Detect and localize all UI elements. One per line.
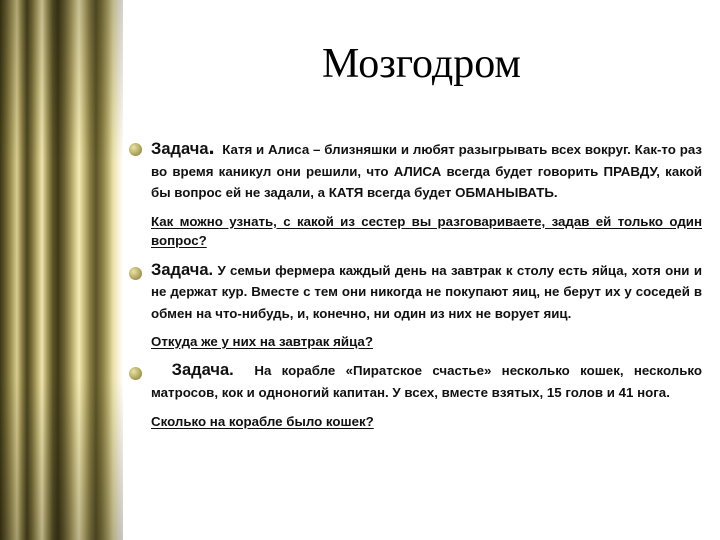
task-question: Как можно узнать, с какой из сестер вы разговариваете, задав ей только один вопрос? <box>151 213 702 248</box>
task-question: Сколько на корабле было кошек? <box>151 414 374 429</box>
task-body: У семьи фермера каждый день на завтрак к столу есть яйца, хотя они и не держат кур. Вместе с тем они никогда не покупают яиц, не берут их у соседей в обмен на что-нибудь, и, конечно, ни один из них не ворует яиц. <box>151 262 702 321</box>
decorative-band-shade <box>0 0 123 540</box>
task-text <box>151 136 702 204</box>
task-list <box>129 136 702 431</box>
bullet-icon <box>129 367 142 380</box>
slide-title: Мозгодром <box>321 41 521 87</box>
task-label-dot: . <box>208 134 215 159</box>
task-label: Задача. <box>151 260 214 279</box>
task-label: Задача. <box>171 361 234 379</box>
task-text <box>151 360 702 403</box>
task-body: Катя и Алиса – близняшки и любят разыгрывать всех вокруг. Как-то раз во время каникул они решили, что АЛИСА всегда будет говорить ПРАВДУ, какой бы вопрос ей не задали, а КАТЯ всегда будет ОБМАНЫВАТЬ. <box>151 142 702 200</box>
task-body: На корабле «Пиратское счастье» несколько кошек, несколько матросов, кок и одноногий капитан. У всех, вместе взятых, 15 голов и 41 нога. <box>151 363 702 400</box>
task-label: Задача <box>151 140 209 158</box>
bullet-icon <box>129 143 142 156</box>
task-item <box>129 260 702 352</box>
bullet-icon <box>129 267 142 280</box>
task-text <box>151 260 702 325</box>
task-question: Откуда же у них на завтрак яйца? <box>151 334 373 349</box>
task-item <box>129 136 702 250</box>
task-item <box>129 360 702 431</box>
